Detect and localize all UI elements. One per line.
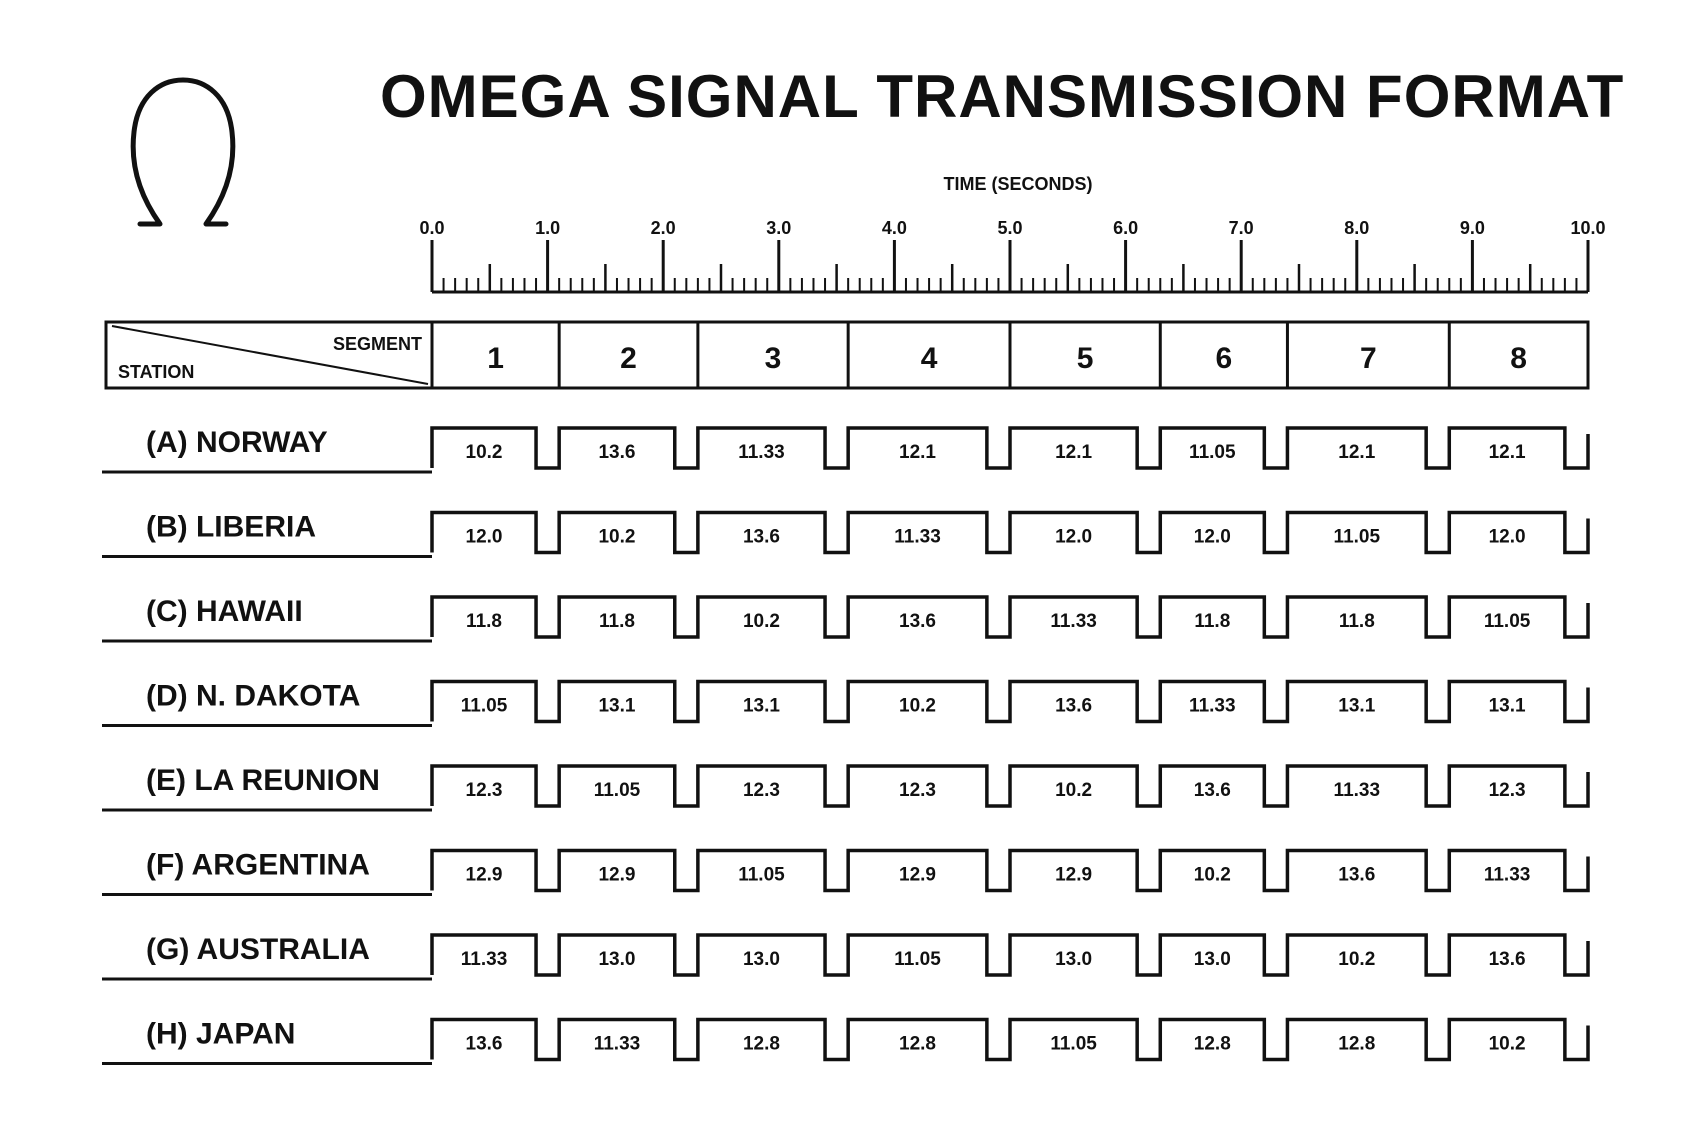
- time-tick-label: 9.0: [1459, 218, 1485, 238]
- frequency-label: 12.3: [1488, 780, 1526, 801]
- frequency-label: 13.0: [1193, 949, 1231, 970]
- frequency-label: 11.33: [593, 1033, 641, 1055]
- frequency-label: 11.05: [1483, 611, 1531, 632]
- station-name: (E) LA REUNION: [146, 764, 380, 797]
- frequency-label: 11.05: [1333, 526, 1381, 548]
- time-axis-label: TIME (SECONDS): [943, 174, 1093, 194]
- time-tick-label: 5.0: [997, 218, 1023, 238]
- frequency-label: 10.2: [1488, 1033, 1526, 1055]
- frequency-label: 12.9: [465, 864, 503, 886]
- frequency-label: 12.8: [742, 1033, 780, 1055]
- frequency-label: 12.1: [1055, 442, 1093, 463]
- frequency-label: 13.6: [1338, 864, 1376, 886]
- frequency-label: 10.2: [1193, 864, 1231, 886]
- station-row: [102, 680, 1588, 726]
- frequency-label: 12.0: [1488, 526, 1526, 548]
- frequency-label: 11.8: [598, 611, 635, 632]
- segment-number: 5: [1076, 342, 1094, 375]
- frequency-label: 12.3: [742, 780, 780, 801]
- frequency-label: 12.8: [1193, 1033, 1231, 1055]
- frequency-label: 11.8: [1194, 611, 1231, 632]
- segment-number: 1: [487, 342, 504, 375]
- frequency-label: 12.1: [1488, 442, 1526, 463]
- frequency-label: 10.2: [742, 611, 780, 632]
- frequency-label: 13.6: [1193, 780, 1231, 801]
- station-row: [102, 1018, 1588, 1064]
- station-row: [102, 764, 1588, 810]
- time-axis: [419, 174, 1605, 292]
- frequency-label: 12.9: [598, 864, 636, 886]
- station-name: (H) JAPAN: [146, 1017, 296, 1051]
- frequency-label: 10.2: [465, 442, 503, 463]
- frequency-label: 12.3: [899, 780, 937, 801]
- frequency-label: 11.33: [1189, 695, 1236, 717]
- station-row: [102, 933, 1588, 979]
- frequency-label: 13.0: [742, 949, 780, 970]
- station-row: [102, 426, 1588, 472]
- frequency-label: 13.6: [1488, 949, 1526, 970]
- frequency-label: 13.6: [899, 611, 937, 632]
- frequency-label: 11.05: [894, 949, 941, 970]
- segment-header: [106, 322, 1588, 388]
- frequency-label: 12.9: [1055, 864, 1093, 886]
- frequency-label: 10.2: [1338, 949, 1376, 970]
- time-tick-label: 6.0: [1113, 218, 1139, 238]
- station-header-label: STATION: [118, 362, 195, 382]
- station-row: [102, 595, 1588, 641]
- segment-number: 8: [1510, 342, 1527, 375]
- frequency-label: 10.2: [899, 695, 937, 717]
- time-tick-label: 7.0: [1228, 218, 1254, 238]
- station-name: (D) N. DAKOTA: [146, 679, 361, 713]
- station-name: (F) ARGENTINA: [146, 848, 370, 882]
- frequency-label: 11.33: [1483, 864, 1531, 886]
- frequency-label: 12.1: [899, 442, 937, 463]
- frequency-label: 12.9: [899, 864, 937, 886]
- frequency-label: 12.8: [899, 1033, 937, 1055]
- station-row: [102, 511, 1588, 557]
- time-tick-label: 3.0: [766, 218, 792, 238]
- frequency-label: 12.0: [1193, 526, 1231, 548]
- frequency-label: 11.05: [738, 864, 785, 886]
- frequency-label: 13.0: [1055, 949, 1093, 970]
- time-tick-label: 0.0: [419, 218, 445, 238]
- time-tick-label: 4.0: [881, 218, 907, 238]
- frequency-label: 11.33: [1050, 611, 1097, 632]
- frequency-label: 13.1: [742, 695, 780, 717]
- frequency-label: 13.1: [1488, 695, 1526, 717]
- frequency-label: 13.6: [598, 442, 636, 463]
- station-row: [102, 849, 1588, 895]
- frequency-label: 11.05: [460, 695, 508, 717]
- frequency-label: 13.6: [742, 526, 780, 548]
- station-name: (B) LIBERIA: [146, 510, 316, 544]
- frequency-label: 11.33: [1333, 780, 1381, 801]
- frequency-label: 11.33: [738, 442, 785, 463]
- frequency-label: 11.05: [1189, 442, 1236, 463]
- station-name: (C) HAWAII: [146, 595, 303, 628]
- frequency-label: 10.2: [598, 526, 636, 548]
- segment-number: 3: [764, 342, 782, 375]
- frequency-label: 13.1: [1338, 695, 1376, 717]
- time-tick-label: 10.0: [1570, 218, 1606, 238]
- segment-header-label: SEGMENT: [332, 334, 422, 354]
- frequency-label: 11.8: [1338, 611, 1375, 632]
- segment-number: 6: [1215, 342, 1233, 375]
- frequency-label: 11.33: [460, 949, 508, 970]
- frequency-label: 13.6: [1055, 695, 1093, 717]
- station-name: (A) NORWAY: [146, 426, 328, 459]
- frequency-label: 11.05: [593, 780, 641, 801]
- time-tick-label: 8.0: [1344, 218, 1370, 238]
- frequency-label: 11.33: [894, 526, 941, 548]
- frequency-label: 11.8: [466, 611, 502, 632]
- time-tick-label: 2.0: [650, 218, 676, 238]
- time-tick-label: 1.0: [535, 218, 561, 238]
- segment-number: 4: [920, 342, 938, 375]
- frequency-label: 12.0: [465, 526, 503, 548]
- page-title: OMEGA SIGNAL TRANSMISSION FORMAT: [380, 63, 1625, 130]
- frequency-label: 12.3: [465, 780, 503, 801]
- frequency-label: 13.0: [598, 949, 636, 970]
- frequency-label: 13.1: [598, 695, 636, 717]
- frequency-label: 12.8: [1338, 1033, 1376, 1055]
- frequency-label: 13.6: [465, 1033, 503, 1055]
- station-name: (G) AUSTRALIA: [146, 933, 370, 966]
- frequency-label: 11.05: [1050, 1033, 1097, 1055]
- frequency-label: 12.0: [1055, 526, 1093, 548]
- frequency-label: 10.2: [1055, 780, 1093, 801]
- frequency-label: 12.1: [1338, 442, 1376, 463]
- segment-number: 7: [1360, 342, 1377, 375]
- segment-number: 2: [620, 342, 637, 375]
- station-rows: [102, 426, 1588, 1064]
